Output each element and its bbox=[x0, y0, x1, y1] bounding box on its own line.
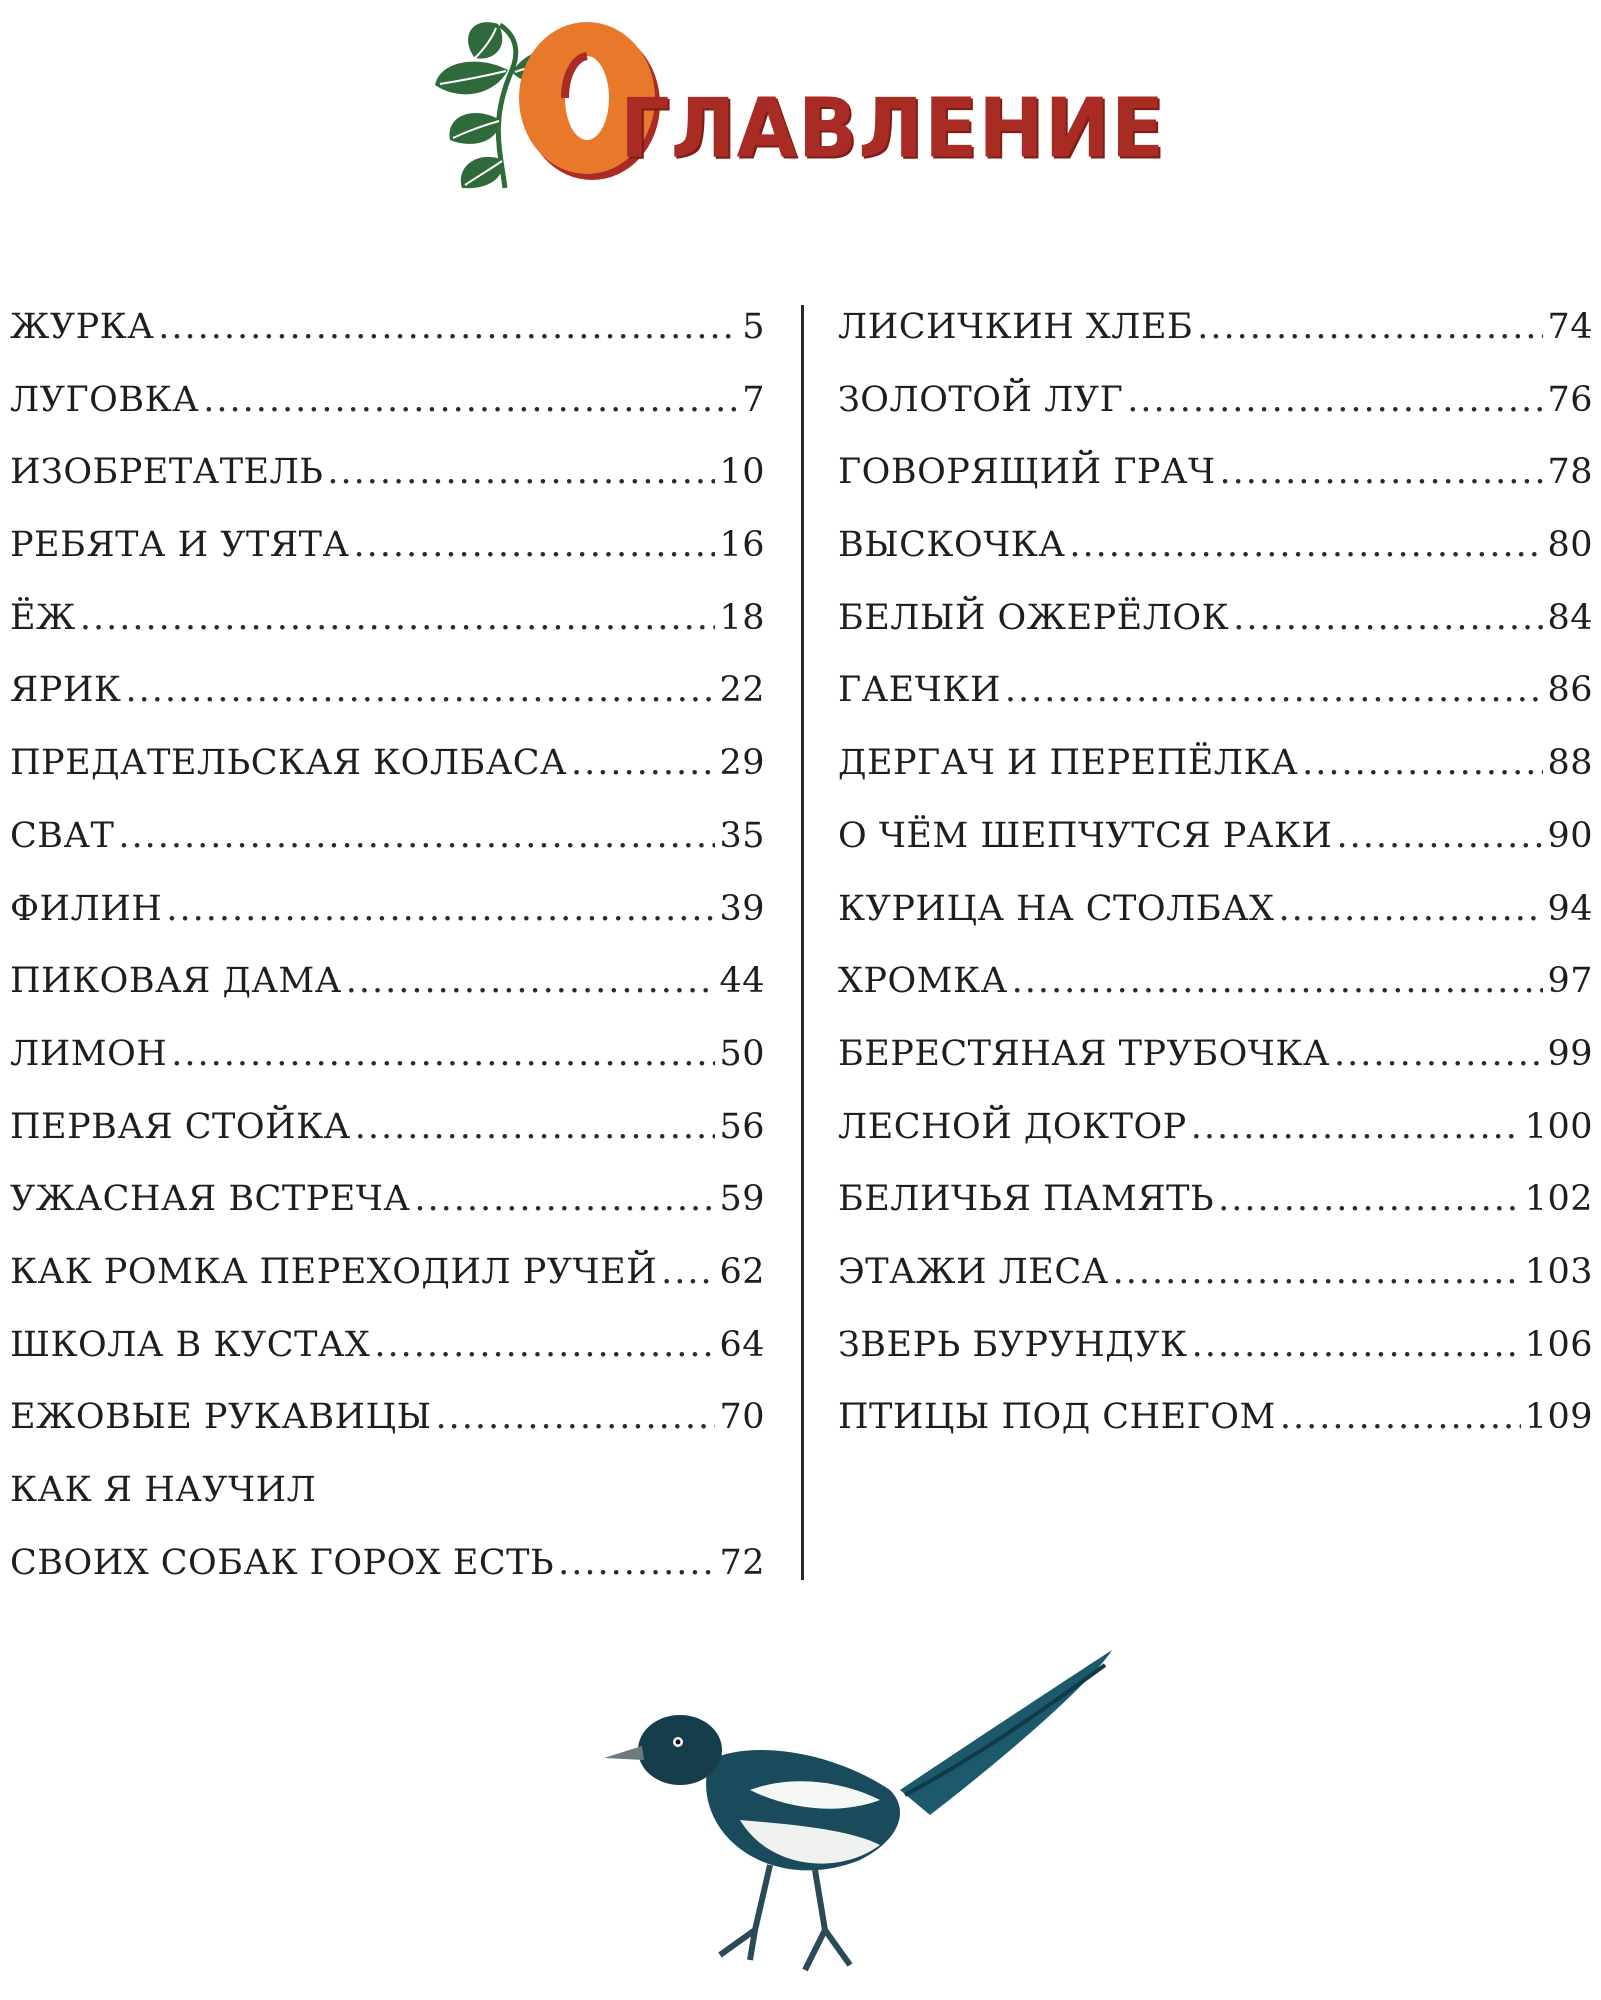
toc-entry[interactable] bbox=[10, 298, 765, 371]
toc-entry-page: 64 bbox=[719, 1324, 765, 1365]
toc-entry-title: ЛИМОН bbox=[10, 1033, 168, 1074]
toc-leader-dots bbox=[1113, 1243, 1521, 1301]
toc-leader-dots bbox=[346, 952, 716, 1010]
toc-entry-page: 100 bbox=[1524, 1106, 1593, 1147]
toc-leader-dots bbox=[1218, 1170, 1521, 1228]
toc-leader-dots bbox=[558, 1534, 715, 1592]
toc-entry-title: ЖУРКА bbox=[10, 307, 155, 347]
toc-entry-page: 5 bbox=[742, 307, 765, 347]
toc-entry[interactable] bbox=[838, 298, 1593, 371]
toc-entry-page: 90 bbox=[1547, 815, 1593, 856]
toc-entry[interactable] bbox=[838, 443, 1593, 516]
toc-leader-dots bbox=[118, 807, 715, 865]
toc-leader-dots bbox=[327, 443, 715, 501]
toc-leader-dots bbox=[436, 1388, 716, 1446]
toc-entry-title: КАК РОМКА ПЕРЕХОДИЛ РУЧЕЙ bbox=[10, 1251, 658, 1292]
toc-leader-dots bbox=[661, 1243, 715, 1301]
toc-entry-page: 35 bbox=[719, 815, 765, 856]
toc-entry[interactable] bbox=[10, 1025, 765, 1098]
toc-entry[interactable] bbox=[10, 1534, 765, 1607]
toc-entry-page: 88 bbox=[1547, 743, 1593, 784]
toc-entry[interactable] bbox=[838, 1098, 1593, 1171]
toc-entry-page: 7 bbox=[742, 379, 765, 420]
toc-leader-dots bbox=[158, 298, 738, 356]
toc-entry[interactable] bbox=[10, 1243, 765, 1316]
toc-entry-title: СВАТ bbox=[10, 815, 115, 856]
toc-entry-title: ЛИСИЧКИН ХЛЕБ bbox=[838, 307, 1194, 347]
toc-entry-page: 74 bbox=[1547, 307, 1593, 347]
toc-entry-title: ГАЕЧКИ bbox=[838, 670, 1001, 711]
toc-entry-title: ЯРИК bbox=[10, 670, 122, 711]
toc-entry[interactable] bbox=[838, 589, 1593, 662]
toc-entry-title: ЛЕСНОЙ ДОКТОР bbox=[838, 1106, 1187, 1147]
title-text: ГЛАВЛЕНИЕ bbox=[620, 81, 1166, 177]
toc-entry-title: БЕЛЫЙ ОЖЕРЁЛОК bbox=[838, 597, 1230, 638]
toc-entry-page: 94 bbox=[1547, 888, 1593, 929]
toc-entry-page: 70 bbox=[719, 1397, 765, 1438]
toc-leader-dots bbox=[171, 1025, 715, 1083]
toc-entry-title: СВОИХ СОБАК ГОРОХ ЕСТЬ bbox=[10, 1542, 555, 1583]
toc-entry[interactable] bbox=[10, 661, 765, 734]
toc-entry-title: ПЕРВАЯ СТОЙКА bbox=[10, 1106, 351, 1147]
toc-entry[interactable] bbox=[10, 1098, 765, 1171]
toc-entry-title: КАК Я НАУЧИЛ bbox=[10, 1470, 317, 1510]
toc-leader-dots bbox=[414, 1170, 715, 1228]
toc-entry-title: ГОВОРЯЩИЙ ГРАЧ bbox=[838, 452, 1216, 493]
toc-entry-title: УЖАСНАЯ ВСТРЕЧА bbox=[10, 1179, 411, 1220]
toc-leader-dots bbox=[1334, 1025, 1544, 1083]
toc-entry[interactable] bbox=[10, 1461, 765, 1534]
toc-leader-dots bbox=[374, 1316, 715, 1374]
toc-entry-title: БЕЛИЧЬЯ ПАМЯТЬ bbox=[838, 1179, 1215, 1220]
toc-leader-dots bbox=[1127, 371, 1543, 429]
toc-entry-page: 44 bbox=[719, 961, 765, 1002]
toc-leader-dots bbox=[1191, 1098, 1521, 1156]
toc-entry[interactable] bbox=[10, 880, 765, 953]
toc-entry-page: 62 bbox=[719, 1251, 765, 1292]
toc-entry-title: ЭТАЖИ ЛЕСА bbox=[838, 1251, 1109, 1292]
toc-entry[interactable] bbox=[10, 516, 765, 589]
toc-entry[interactable] bbox=[10, 807, 765, 880]
toc-leader-dots bbox=[1233, 589, 1543, 647]
toc-entry[interactable] bbox=[838, 1388, 1593, 1461]
toc-entry-title: ЗВЕРЬ БУРУНДУК bbox=[838, 1324, 1188, 1365]
toc-entry-title: КУРИЦА НА СТОЛБАХ bbox=[838, 888, 1275, 929]
toc-entry-title: ЗОЛОТОЙ ЛУГ bbox=[838, 379, 1124, 420]
toc-leader-dots bbox=[1280, 1388, 1521, 1446]
toc-entry-title: ПТИЦЫ ПОД СНЕГОМ bbox=[838, 1397, 1276, 1438]
toc-entry-title: ЕЖОВЫЕ РУКАВИЦЫ bbox=[10, 1397, 432, 1438]
toc-entry-title: ДЕРГАЧ И ПЕРЕПЁЛКА bbox=[838, 743, 1299, 784]
toc-entry-title: РЕБЯТА И УТЯТА bbox=[10, 525, 350, 566]
toc-entry-page: 10 bbox=[719, 452, 765, 493]
toc-entry-page: 80 bbox=[1547, 525, 1593, 566]
toc-left-column bbox=[10, 298, 765, 1606]
toc-entry-page: 97 bbox=[1547, 961, 1593, 1002]
toc-entry[interactable] bbox=[838, 1243, 1593, 1316]
toc-entry-page: 76 bbox=[1547, 379, 1593, 420]
toc-leader-dots bbox=[1192, 1316, 1521, 1374]
toc-entry-page: 22 bbox=[719, 670, 765, 711]
toc-entry-page: 102 bbox=[1524, 1179, 1593, 1220]
toc-entry-title: ФИЛИН bbox=[10, 888, 163, 929]
toc-leader-dots bbox=[1336, 807, 1543, 865]
toc-leader-dots bbox=[125, 661, 715, 719]
toc-right-column bbox=[838, 298, 1593, 1461]
toc-entry-page: 18 bbox=[719, 597, 765, 638]
toc-entry-page: 103 bbox=[1524, 1251, 1593, 1292]
toc-entry-page: 109 bbox=[1524, 1397, 1593, 1438]
toc-leader-dots bbox=[571, 734, 715, 792]
toc-leader-dots bbox=[1005, 661, 1544, 719]
toc-entry[interactable] bbox=[10, 589, 765, 662]
toc-entry-page: 72 bbox=[719, 1542, 765, 1583]
toc-entry[interactable] bbox=[838, 661, 1593, 734]
toc-entry-page: 50 bbox=[719, 1033, 765, 1074]
toc-entry-title: ВЫСКОЧКА bbox=[838, 525, 1066, 566]
toc-entry[interactable] bbox=[10, 1316, 765, 1389]
toc-entry-page: 99 bbox=[1547, 1033, 1593, 1074]
toc-entry-title: ПРЕДАТЕЛЬСКАЯ КОЛБАСА bbox=[10, 743, 568, 784]
toc-leader-dots bbox=[1278, 880, 1543, 938]
toc-entry-title: ЁЖ bbox=[10, 597, 76, 638]
toc-entry[interactable] bbox=[838, 952, 1593, 1025]
toc-entry[interactable] bbox=[838, 1025, 1593, 1098]
toc-leader-dots bbox=[80, 589, 716, 647]
toc-leader-dots bbox=[355, 1098, 716, 1156]
toc-leader-dots bbox=[353, 516, 715, 574]
toc-leader-dots bbox=[1302, 734, 1543, 792]
toc-entry[interactable] bbox=[10, 371, 765, 444]
toc-entry[interactable] bbox=[838, 807, 1593, 880]
toc-entry[interactable] bbox=[10, 443, 765, 516]
toc-entry-page: 86 bbox=[1547, 670, 1593, 711]
toc-entry-page: 106 bbox=[1524, 1324, 1593, 1365]
toc-entry-page: 39 bbox=[719, 888, 765, 929]
toc-entry-page: 78 bbox=[1547, 452, 1593, 493]
toc-entry[interactable] bbox=[838, 1316, 1593, 1389]
toc-entry[interactable] bbox=[10, 952, 765, 1025]
toc-leader-dots bbox=[1197, 298, 1543, 356]
toc-entry[interactable] bbox=[10, 1170, 765, 1243]
toc-entry[interactable] bbox=[10, 734, 765, 807]
toc-entry-title: ИЗОБРЕТАТЕЛЬ bbox=[10, 452, 324, 493]
toc-leader-dots bbox=[1012, 952, 1544, 1010]
toc-entry-title: БЕРЕСТЯНАЯ ТРУБОЧКА bbox=[838, 1033, 1330, 1074]
magpie-icon bbox=[600, 1640, 1120, 1990]
toc-leader-dots bbox=[203, 371, 738, 429]
toc-entry-page: 29 bbox=[719, 743, 765, 784]
toc-entry-page: 84 bbox=[1547, 597, 1593, 638]
toc-entry-title: ЛУГОВКА bbox=[10, 379, 200, 420]
toc-entry-title: ШКОЛА В КУСТАХ bbox=[10, 1324, 371, 1365]
page-title bbox=[420, 0, 1166, 200]
toc-entry-page: 59 bbox=[719, 1179, 765, 1220]
toc-entry[interactable] bbox=[838, 734, 1593, 807]
toc-entry[interactable] bbox=[838, 371, 1593, 444]
toc-entry-title: ХРОМКА bbox=[838, 961, 1008, 1002]
column-divider bbox=[801, 305, 804, 1580]
toc-leader-dots bbox=[1069, 516, 1543, 574]
toc-entry[interactable] bbox=[838, 516, 1593, 589]
toc-entry[interactable] bbox=[10, 1388, 765, 1461]
toc-leader-dots bbox=[1220, 443, 1544, 501]
toc-entry-title: О ЧЁМ ШЕПЧУТСЯ РАКИ bbox=[838, 815, 1333, 856]
toc-entry-page: 56 bbox=[719, 1106, 765, 1147]
toc-entry[interactable] bbox=[838, 1170, 1593, 1243]
toc-entry-page: 16 bbox=[719, 525, 765, 566]
toc-entry-title: ПИКОВАЯ ДАМА bbox=[10, 961, 342, 1002]
toc-entry[interactable] bbox=[838, 880, 1593, 953]
toc-leader-dots bbox=[166, 880, 715, 938]
